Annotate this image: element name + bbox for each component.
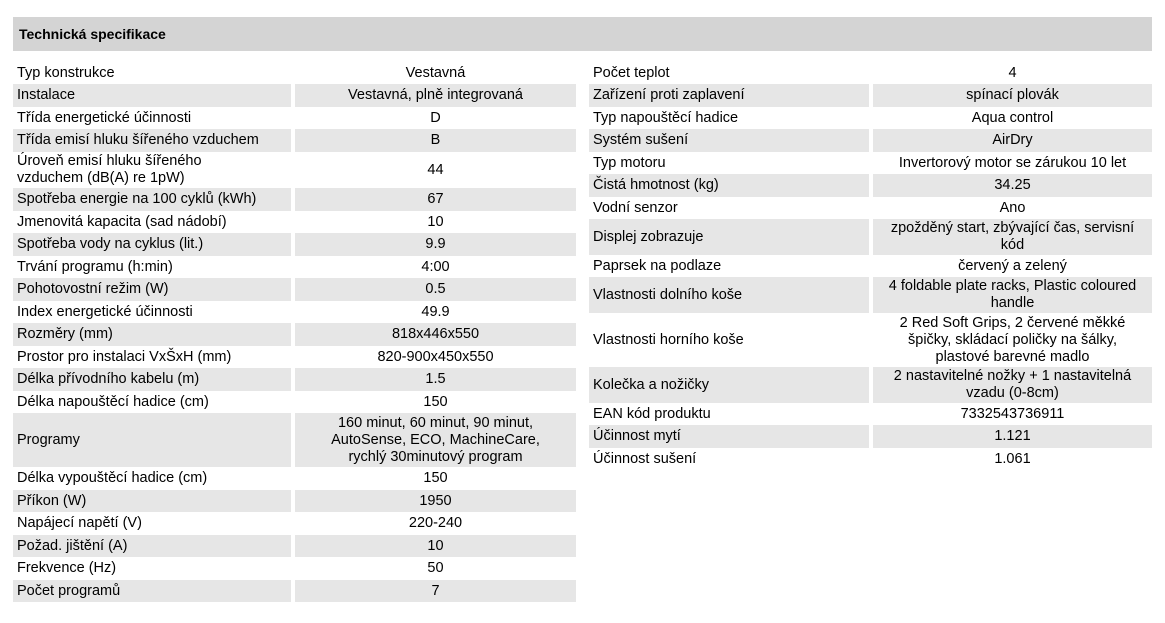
spec-label: Vlastnosti dolního koše <box>589 277 869 313</box>
spec-value: 4:00 <box>421 258 450 275</box>
spec-row <box>589 219 1152 255</box>
spec-row <box>13 368 576 391</box>
spec-row <box>13 129 576 152</box>
spec-row <box>13 512 576 535</box>
spec-label: Účinnost mytí <box>589 425 869 448</box>
spec-value: Invertorový motor se zárukou 10 let <box>898 154 1127 171</box>
spec-value: 9.9 <box>295 233 576 256</box>
spec-label: Úroveň emisí hluku šířeného vzduchem (dB(A) re 1pW) <box>17 153 202 186</box>
spec-row <box>13 490 576 512</box>
spec-value: B <box>295 129 576 152</box>
spec-value: 2 Red Soft Grips, 2 červené měkké špičky, skládací poličky na šálky, plastové barevné madlo <box>899 314 1126 365</box>
spec-row <box>589 403 1152 425</box>
spec-label: Displej zobrazuje <box>589 219 869 255</box>
spec-label: EAN kód produktu <box>593 405 711 422</box>
spec-value: Vestavná <box>405 64 466 81</box>
spec-value: 150 <box>423 470 448 486</box>
spec-label: Rozměry (mm) <box>13 323 291 346</box>
spec-row <box>13 233 576 256</box>
spec-row <box>13 301 576 323</box>
spec-row <box>13 557 576 580</box>
spec-label: Zařízení proti zaplavení <box>589 84 869 107</box>
spec-label: Jmenovitá kapacita (sad nádobí) <box>17 213 227 230</box>
spec-value: 44 <box>427 161 444 178</box>
spec-label: Programy <box>13 413 291 467</box>
spec-value: 4 <box>1008 64 1017 81</box>
spec-label: Index energetické účinnosti <box>17 303 193 320</box>
spec-label: Prostor pro instalaci VxŠxH (mm) <box>17 348 232 365</box>
spec-label: Typ konstrukce <box>17 64 115 81</box>
spec-value: 820-900x450x550 <box>377 348 494 365</box>
spec-row <box>13 107 576 129</box>
spec-row <box>13 323 576 346</box>
spec-value: 10 <box>427 213 444 230</box>
spec-label: Třída energetické účinnosti <box>17 109 192 126</box>
spec-label: Počet programů <box>13 580 291 602</box>
spec-value: 1950 <box>295 490 576 512</box>
spec-value: D <box>430 109 441 126</box>
spec-label: Spotřeba vody na cyklus (lit.) <box>13 233 291 256</box>
spec-value: 34.25 <box>873 174 1152 197</box>
spec-value: 67 <box>295 188 576 211</box>
spec-row <box>589 129 1152 152</box>
spec-label: Vodní senzor <box>593 199 678 216</box>
spec-value: 1.121 <box>873 425 1152 448</box>
spec-value: 160 minut, 60 minut, 90 minut, AutoSense, ECO, MachineCare, rychlý 30minutový program <box>295 413 576 467</box>
spec-row <box>589 425 1152 448</box>
spec-label: Čistá hmotnost (kg) <box>589 174 869 197</box>
spec-label: Délka vypouštěcí hadice (cm) <box>17 470 208 486</box>
spec-label: Požad. jištění (A) <box>13 535 291 557</box>
spec-value: 10 <box>295 535 576 557</box>
spec-row <box>589 152 1152 174</box>
spec-table-left <box>13 62 576 602</box>
spec-label: Účinnost sušení <box>593 450 697 467</box>
spec-label: Trvání programu (h:min) <box>17 258 173 275</box>
spec-label: Počet teplot <box>593 64 670 81</box>
spec-table-right <box>589 62 1152 470</box>
spec-value: AirDry <box>873 129 1152 152</box>
spec-label: Typ motoru <box>593 154 666 171</box>
spec-label: Frekvence (Hz) <box>17 560 117 576</box>
spec-row <box>589 448 1152 470</box>
spec-row <box>13 346 576 368</box>
spec-row <box>13 413 576 467</box>
spec-value: 7332543736911 <box>960 405 1065 422</box>
spec-row <box>13 62 576 84</box>
spec-label: Spotřeba energie na 100 cyklů (kWh) <box>13 188 291 211</box>
spec-label: Vlastnosti horního koše <box>593 331 744 348</box>
spec-row <box>589 255 1152 277</box>
spec-row <box>589 84 1152 107</box>
spec-value: 0.5 <box>295 278 576 301</box>
spec-label: Systém sušení <box>589 129 869 152</box>
spec-row <box>13 84 576 107</box>
spec-row <box>589 174 1152 197</box>
spec-value: 1.061 <box>994 450 1031 467</box>
spec-value: Ano <box>999 199 1026 216</box>
spec-label: Typ napouštěcí hadice <box>593 109 739 126</box>
spec-value: červený a zelený <box>958 257 1067 274</box>
spec-label: Délka přívodního kabelu (m) <box>13 368 291 391</box>
spec-value: 4 foldable plate racks, Plastic coloured handle <box>873 277 1152 313</box>
spec-row <box>589 62 1152 84</box>
spec-row <box>13 211 576 233</box>
spec-row <box>589 277 1152 313</box>
section-title-text: Technická specifikace <box>19 26 166 42</box>
spec-value: 49.9 <box>421 303 450 320</box>
spec-row <box>13 580 576 602</box>
spec-value: spínací plovák <box>873 84 1152 107</box>
spec-label: Příkon (W) <box>13 490 291 512</box>
spec-row <box>13 467 576 490</box>
spec-value: 7 <box>295 580 576 602</box>
spec-row <box>589 313 1152 367</box>
spec-value: Vestavná, plně integrovaná <box>295 84 576 107</box>
spec-row <box>13 256 576 278</box>
spec-label: Pohotovostní režim (W) <box>13 278 291 301</box>
spec-label: Instalace <box>13 84 291 107</box>
spec-row <box>589 107 1152 129</box>
spec-row <box>13 152 576 188</box>
spec-value: 50 <box>427 560 444 576</box>
spec-label: Paprsek na podlaze <box>593 257 722 274</box>
spec-row <box>13 391 576 413</box>
spec-label: Napájecí napětí (V) <box>17 515 142 531</box>
spec-label: Kolečka a nožičky <box>589 367 869 403</box>
spec-value: 1.5 <box>295 368 576 391</box>
spec-row <box>13 535 576 557</box>
spec-label: Délka napouštěcí hadice (cm) <box>17 393 209 410</box>
spec-label: Třída emisí hluku šířeného vzduchem <box>13 129 291 152</box>
spec-value: 818x446x550 <box>295 323 576 346</box>
spec-value: 220-240 <box>408 515 463 531</box>
spec-row <box>589 367 1152 403</box>
spec-row <box>13 278 576 301</box>
spec-row <box>589 197 1152 219</box>
spec-value: 2 nastavitelné nožky + 1 nastavitelná vzadu (0-8cm) <box>873 367 1152 403</box>
spec-row <box>13 188 576 211</box>
spec-value: zpožděný start, zbývající čas, servisní kód <box>873 219 1152 255</box>
section-title <box>13 17 1152 51</box>
spec-value: 150 <box>423 393 448 410</box>
spec-value: Aqua control <box>971 109 1054 126</box>
